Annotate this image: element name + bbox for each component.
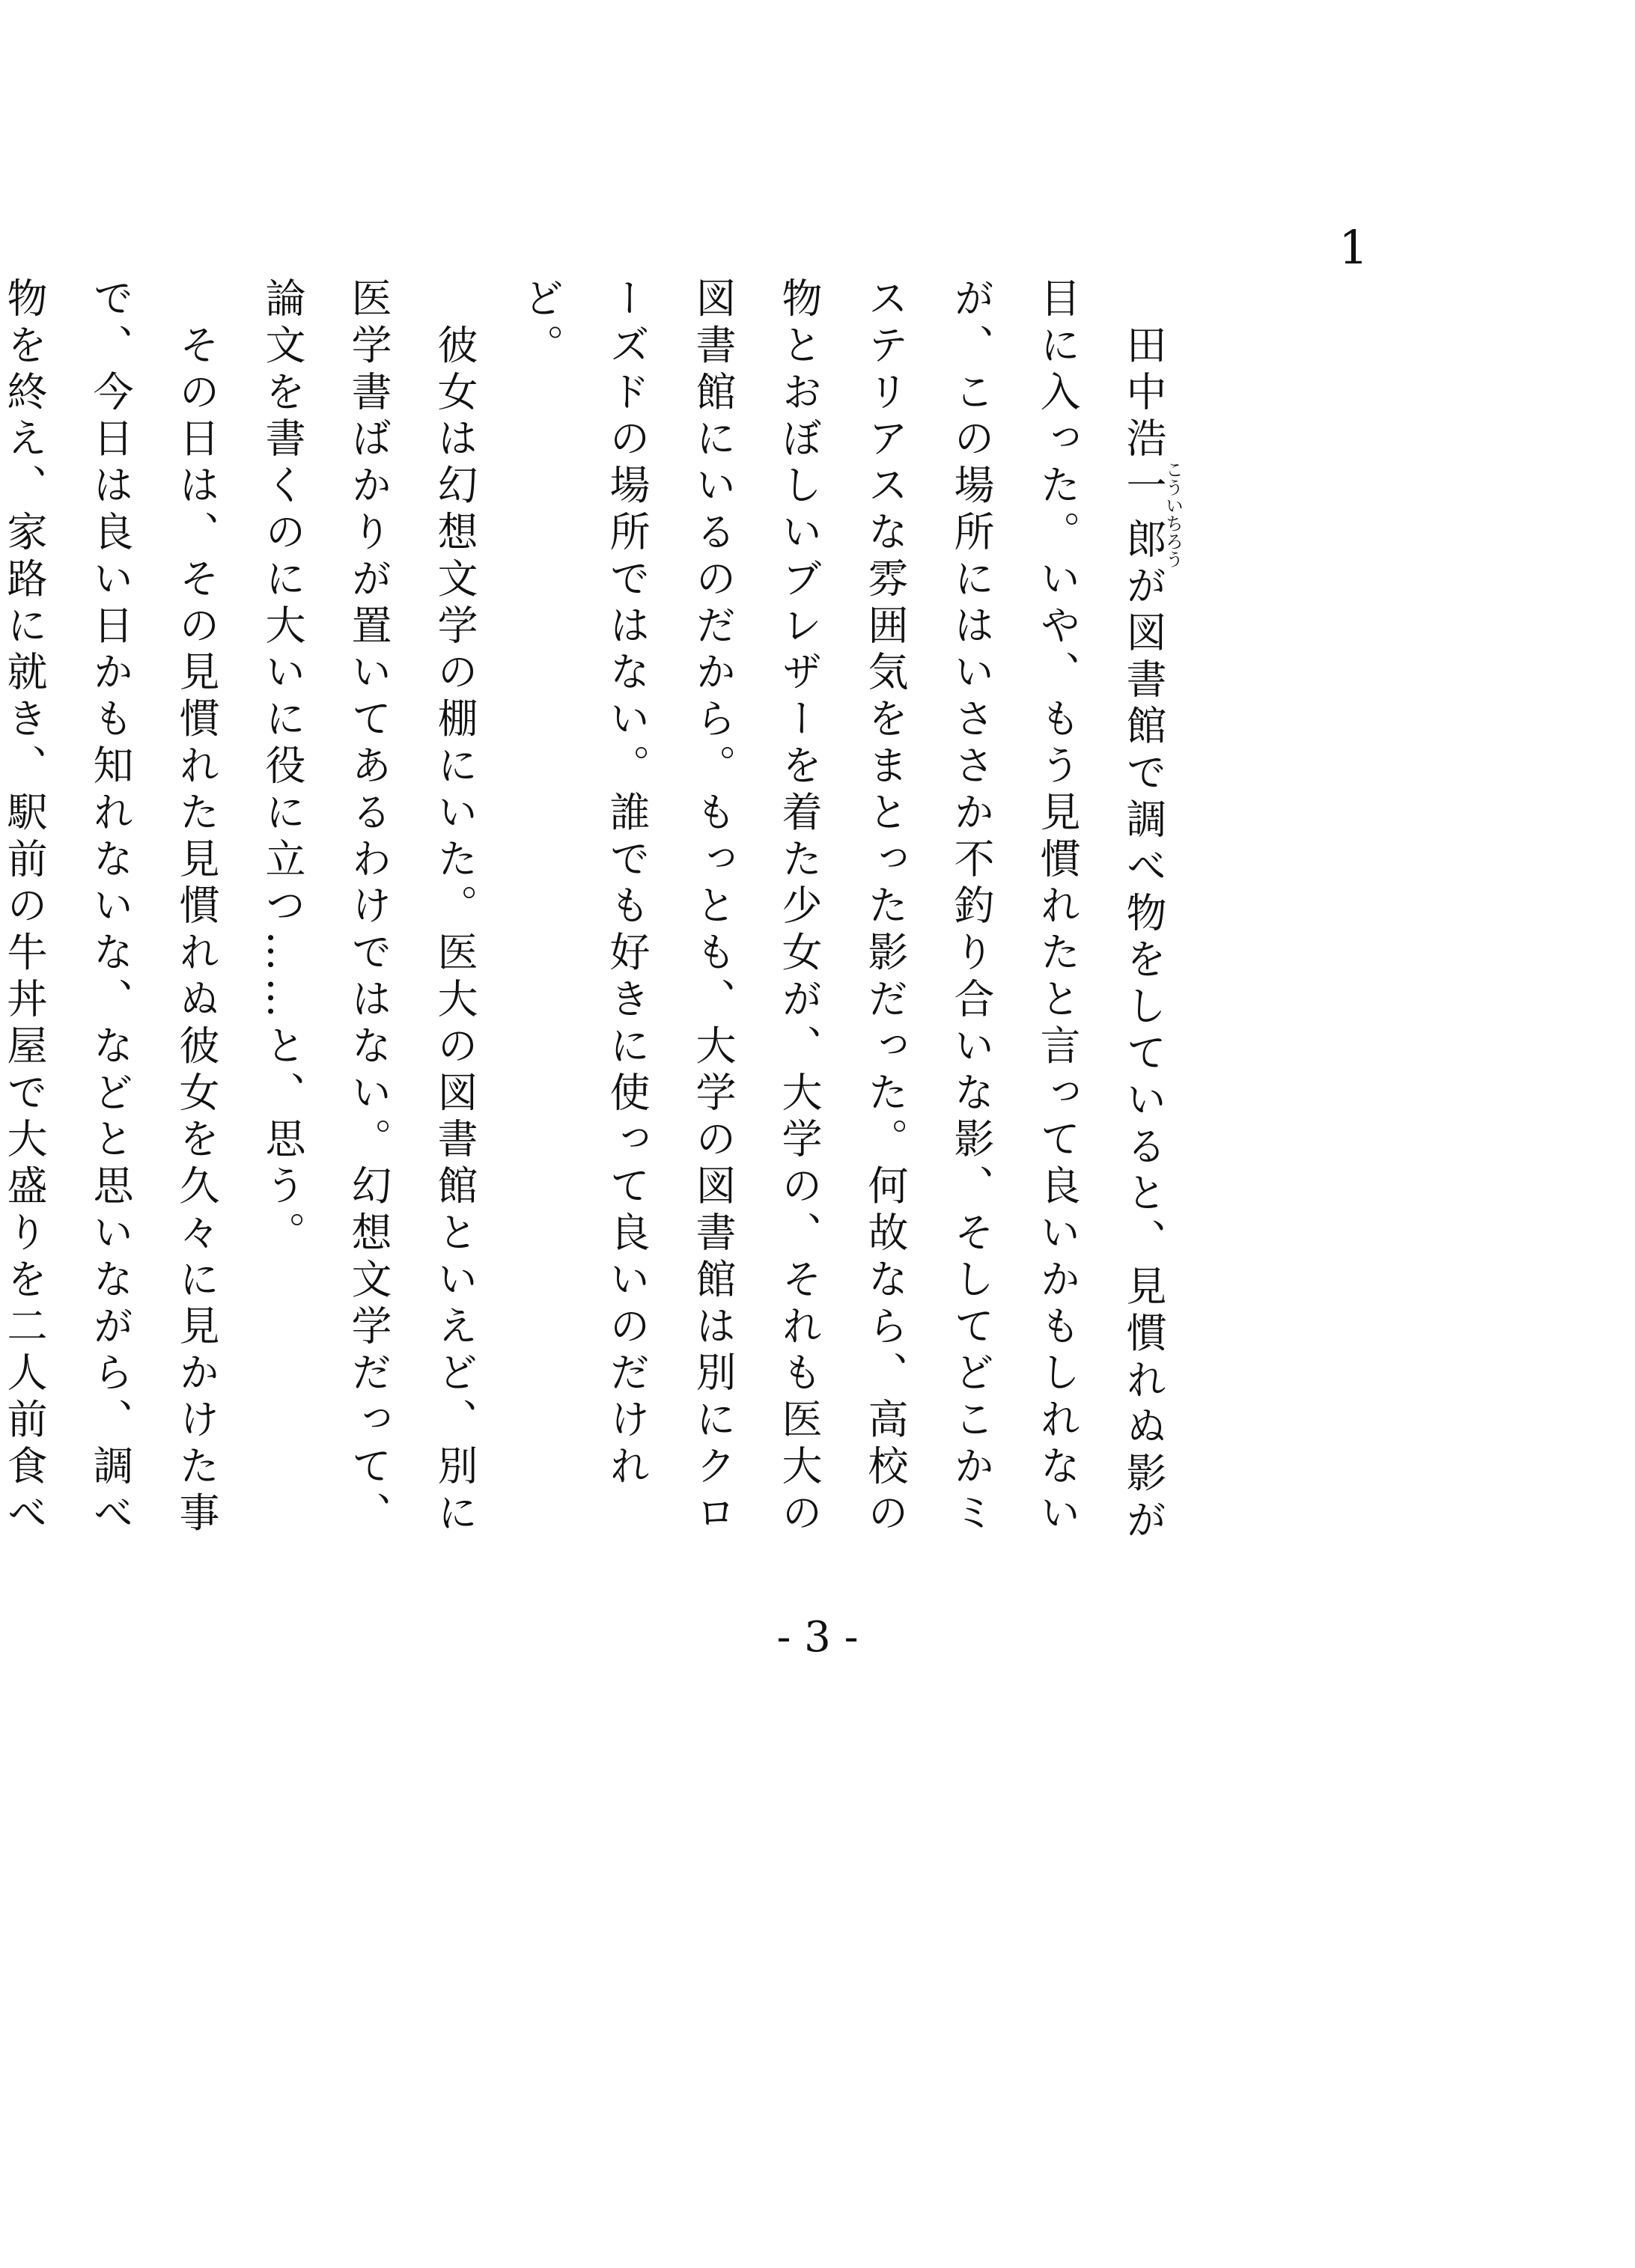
ruby-reading: こういちろう [1162,460,1184,568]
paragraph [498,277,1187,1579]
chapter-number: 1 [1339,220,1368,275]
page-number: - 3 - [776,1613,859,1662]
paragraph-text: 彼女は幻想文学の棚にいた。医大の図書館といえど、別に医学書ばかりが置いてあるわけではない。幻想文学だって、論文を書くのに大いに役に立つ……と、思う。 [259,277,478,1538]
paragraph-text: 田中浩 [1120,277,1167,464]
body-text [1,277,1187,1579]
paragraph-text: が図書館で調べ物をしていると、見慣れぬ影が目に入った。いや、もう見慣れたと言って良いかもしれないが、この場所にはいささか不釣り合いな影、そしてどこかミステリアスな雰囲気をまとった影だった。何故なら、高校の物とおぼしいブレザーを着た少女が、大学の、それも医大の図書館にいるのだから。もっとも、大学の図書館は別にクローズドの場所ではない。誰でも好きに使って良いのだけれど。 [517,277,1167,1546]
paragraph [0,277,240,1579]
ruby-annotation [1120,460,1184,568]
ruby-base: 一郎 [1120,460,1167,568]
paragraph [240,277,498,1579]
paragraph-text: その日は、その見慣れた見慣れぬ彼女を久々に見かけた事で、今日は良い日かも知れないな、などと思いながら、調べ物を終え、家路に就き、駅前の牛丼屋で大盛りを二人前食べ [1,277,220,1538]
